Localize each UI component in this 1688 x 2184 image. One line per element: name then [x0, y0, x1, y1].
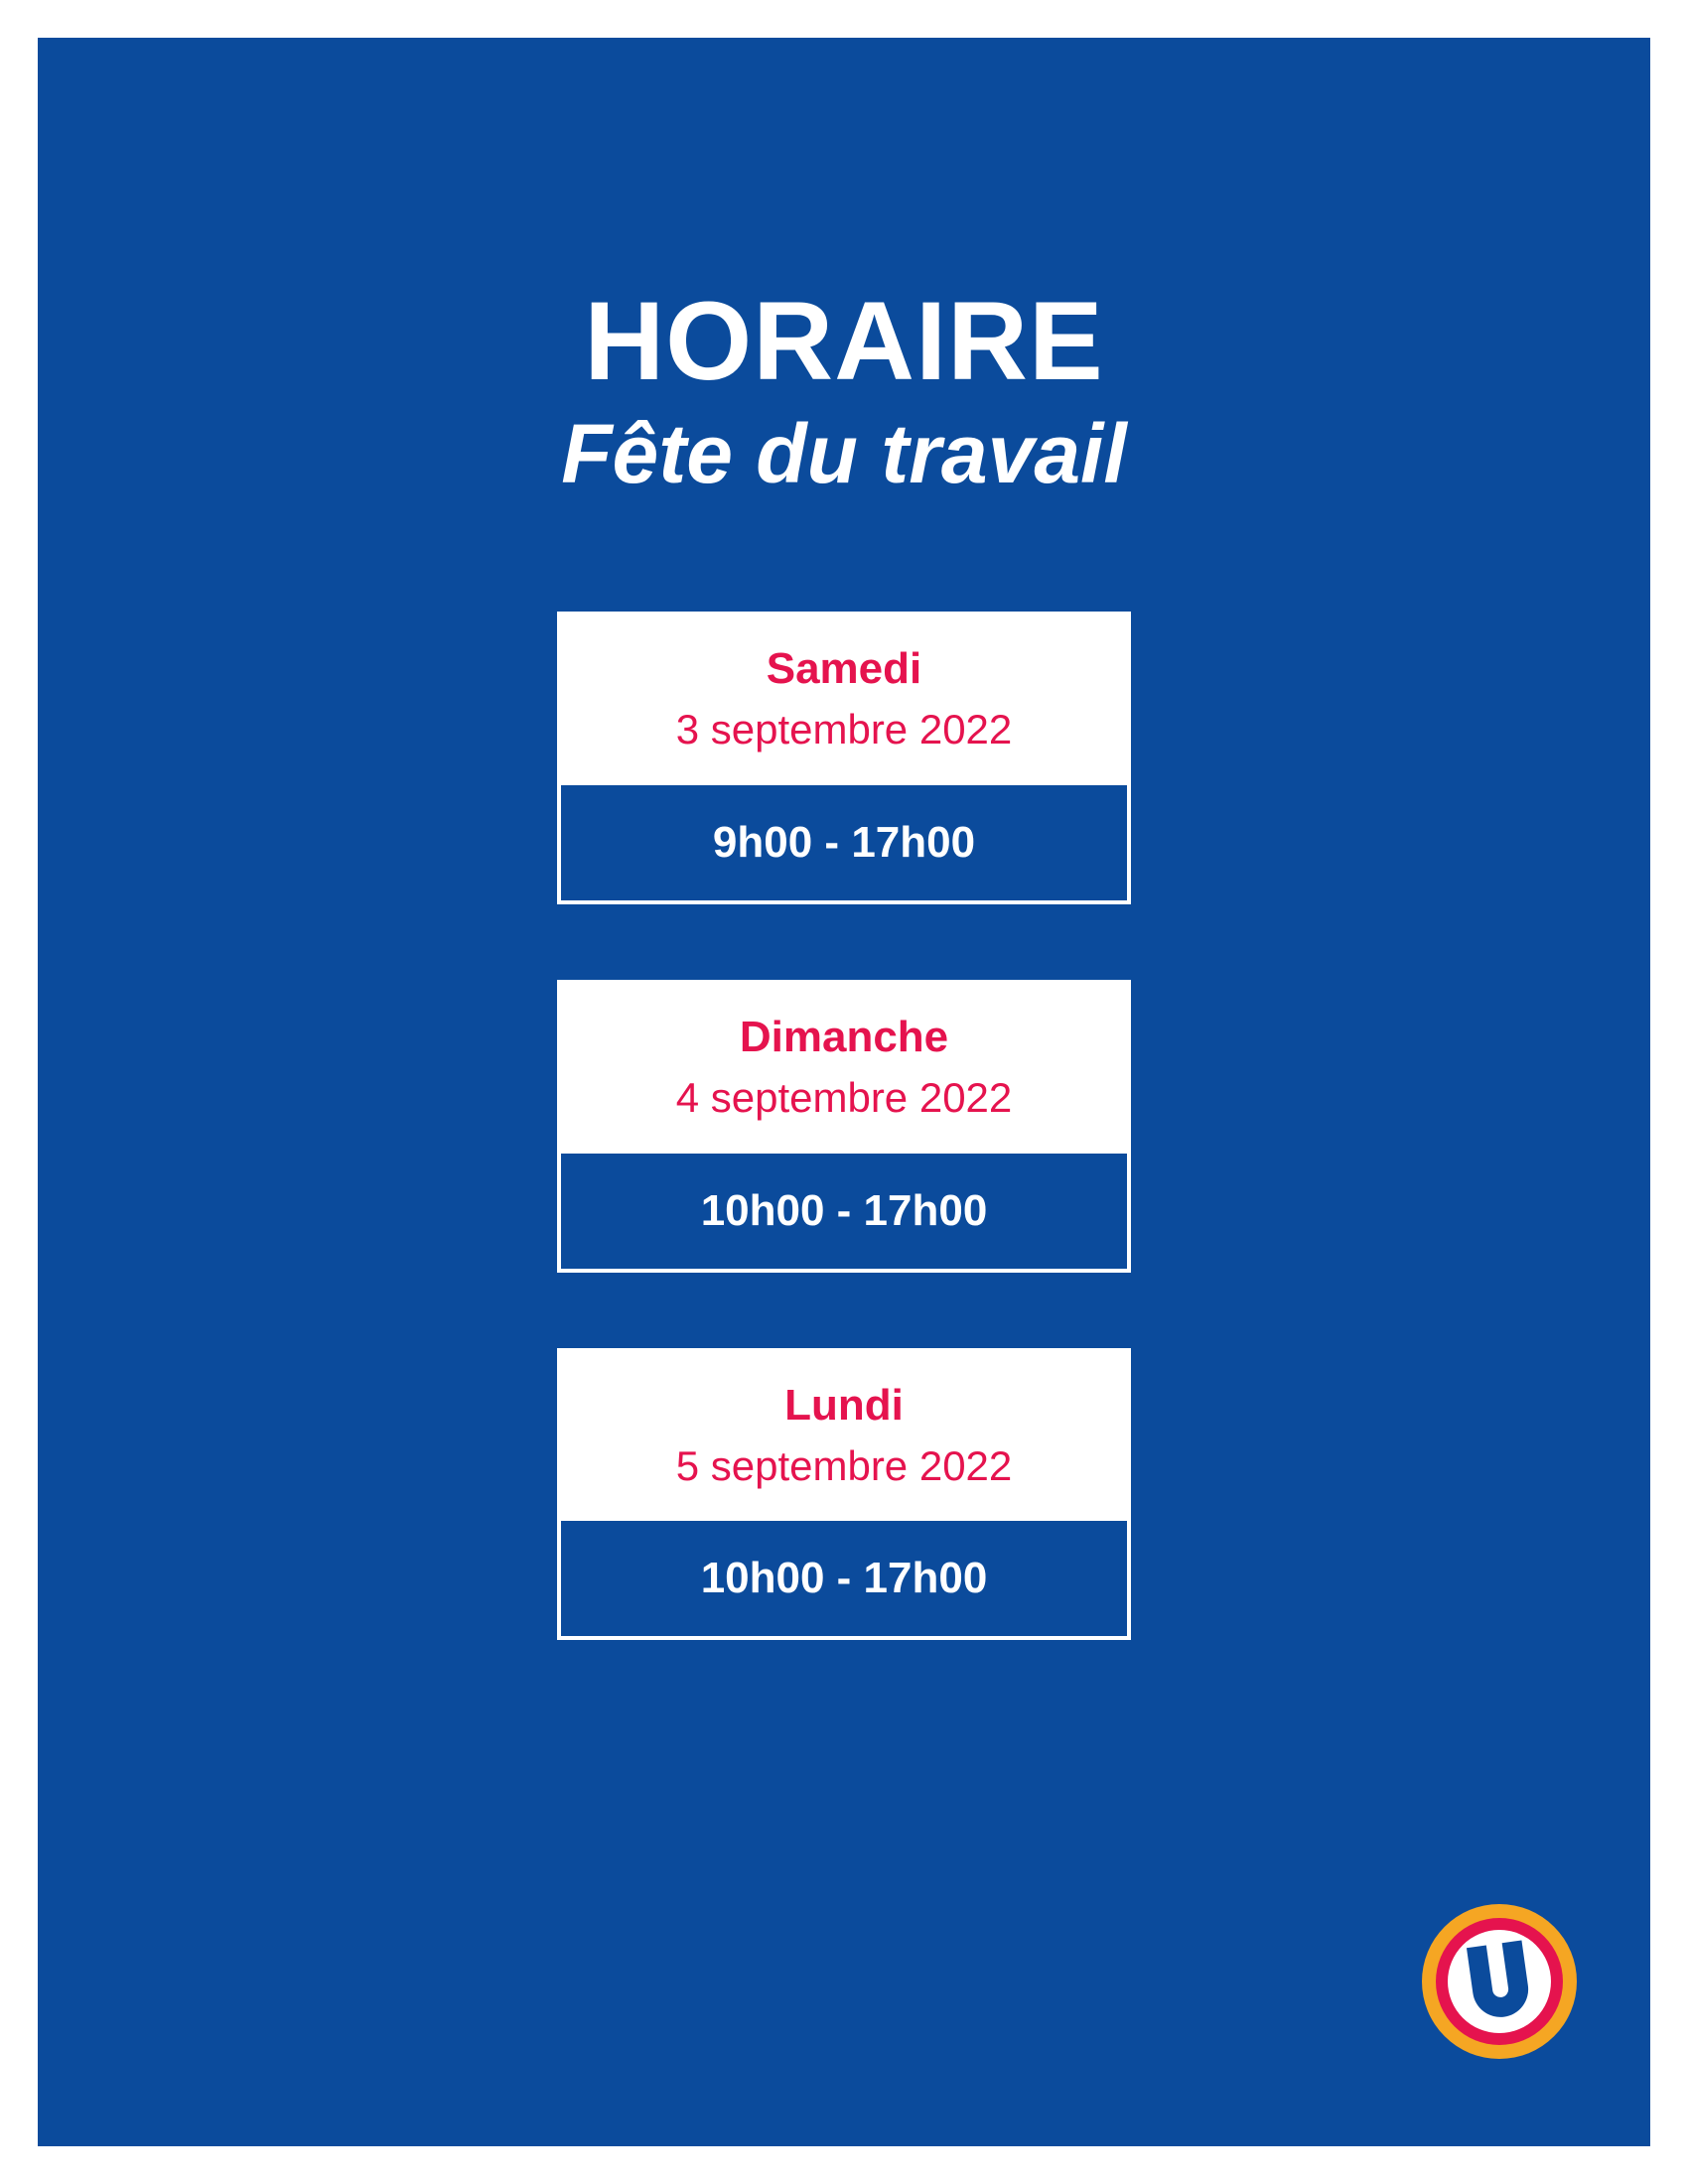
logo-u-icon	[1420, 1902, 1579, 2061]
schedule-day: Dimanche	[739, 1012, 949, 1061]
schedule-hours: 10h00 - 17h00	[557, 1517, 1131, 1640]
schedule-date: 5 septembre 2022	[675, 1442, 1013, 1490]
schedule-date: 4 septembre 2022	[675, 1074, 1013, 1122]
schedule-date: 3 septembre 2022	[675, 706, 1013, 753]
poster-header	[38, 38, 1650, 500]
brand-logo	[1420, 1902, 1579, 2061]
schedule-card	[557, 980, 1131, 1273]
schedule-card	[557, 1348, 1131, 1641]
schedule-card-header	[557, 612, 1131, 781]
schedule-list	[38, 612, 1650, 1640]
schedule-card	[557, 612, 1131, 904]
schedule-card-header	[557, 980, 1131, 1150]
schedule-day: Lundi	[784, 1380, 904, 1430]
schedule-card-header	[557, 1348, 1131, 1518]
poster	[38, 38, 1650, 2146]
schedule-hours: 10h00 - 17h00	[557, 1150, 1131, 1273]
page-title: HORAIRE	[584, 279, 1104, 403]
schedule-hours: 9h00 - 17h00	[557, 781, 1131, 904]
page-subtitle: Fête du travail	[561, 407, 1127, 500]
schedule-day: Samedi	[766, 644, 922, 694]
